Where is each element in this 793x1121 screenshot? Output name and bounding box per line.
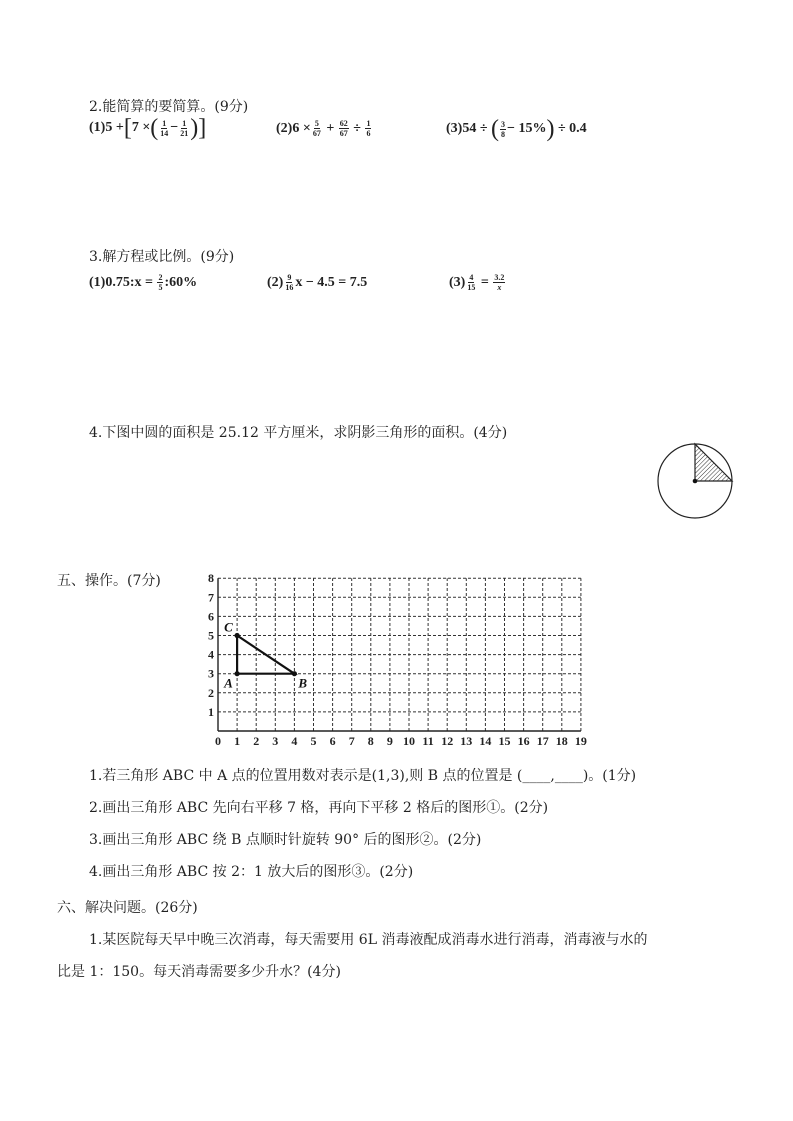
numerator: 62 bbox=[339, 119, 348, 128]
p3-label: (3)54 ÷ bbox=[446, 121, 492, 136]
x-tick-label: 18 bbox=[555, 734, 568, 748]
x-tick-label: 9 bbox=[386, 734, 393, 748]
section-6-title: 六、解决问题。(26分) bbox=[57, 900, 198, 916]
paren-left: ( bbox=[491, 116, 500, 142]
section-5-title: 五、操作。(7分) bbox=[57, 573, 161, 589]
y-tick-label: 4 bbox=[208, 647, 214, 662]
x-tick-label: 17 bbox=[536, 734, 549, 748]
minus-sign: − bbox=[170, 120, 179, 135]
p1-label: (1)0.75:x = bbox=[89, 274, 157, 290]
point-label-b: B bbox=[298, 675, 308, 691]
denominator: 21 bbox=[180, 128, 189, 138]
y-tick-label: 8 bbox=[208, 571, 214, 586]
point-label-a: A bbox=[224, 675, 233, 691]
fraction bbox=[284, 273, 294, 292]
plus-sign: + bbox=[322, 120, 338, 136]
x-tick-label: 0 bbox=[215, 734, 221, 748]
y-tick-label: 7 bbox=[208, 590, 214, 605]
x-tick-label: 11 bbox=[422, 734, 434, 748]
numerator: 3 bbox=[501, 119, 506, 129]
denominator: 14 bbox=[160, 128, 169, 138]
coordinate-grid bbox=[200, 571, 590, 748]
circle-figure bbox=[655, 441, 737, 521]
y-tick-label: 5 bbox=[208, 628, 214, 643]
fraction bbox=[339, 119, 349, 138]
x-tick-label: 19 bbox=[574, 734, 587, 748]
numerator: 5 bbox=[314, 119, 319, 128]
x-tick-label: 10 bbox=[403, 734, 415, 748]
numerator: 1 bbox=[182, 118, 187, 128]
denominator: 5 bbox=[158, 283, 163, 292]
numerator: 2 bbox=[158, 273, 163, 282]
x-tick-label: 5 bbox=[310, 734, 317, 748]
fraction bbox=[493, 273, 505, 292]
q2-title: 2.能简算的要简算。(9分) bbox=[89, 99, 249, 115]
paren-right: ) bbox=[190, 115, 199, 141]
denominator: 8 bbox=[501, 129, 506, 139]
denominator: 16 bbox=[285, 283, 294, 292]
denominator: 67 bbox=[339, 129, 348, 138]
p1-label: (1)5 + bbox=[89, 120, 124, 135]
section-5-item-4: 4.画出三角形 ABC 按 2：1 放大后的图形③。(2分) bbox=[89, 864, 414, 880]
x-tick-label: 6 bbox=[329, 734, 336, 748]
point-a bbox=[235, 671, 240, 676]
q3-title: 3.解方程或比例。(9分) bbox=[89, 249, 235, 265]
y-tick-label: 1 bbox=[208, 704, 214, 719]
point-c bbox=[235, 633, 240, 638]
section-5-item-2: 2.画出三角形 ABC 先向右平移 7 格，再向下平移 2 格后的图形①。(2分) bbox=[89, 800, 549, 816]
x-tick-label: 3 bbox=[272, 734, 279, 748]
fraction bbox=[157, 273, 163, 292]
p3-tail: ÷ 0.4 bbox=[554, 121, 587, 136]
q2-problem-1 bbox=[89, 115, 207, 141]
numerator: 3.2 bbox=[494, 273, 505, 282]
p3-term: − 15% bbox=[507, 121, 547, 136]
fraction bbox=[159, 119, 169, 138]
x-tick-label: 2 bbox=[253, 734, 260, 748]
p2-tail: x − 4.5 = 7.5 bbox=[295, 274, 368, 290]
q3-problem-1 bbox=[89, 273, 197, 292]
denominator: 6 bbox=[366, 129, 371, 138]
fraction bbox=[365, 119, 371, 138]
q3-problem-2 bbox=[267, 273, 367, 292]
x-tick-label: 12 bbox=[441, 734, 454, 748]
center-dot bbox=[693, 479, 698, 484]
x-tick-label: 4 bbox=[291, 734, 298, 748]
x-tick-label: 13 bbox=[460, 734, 473, 748]
section-6-q1-line-2: 比是 1：150。每天消毒需要多少升水？(4分) bbox=[57, 964, 341, 980]
p1-tail: :60% bbox=[164, 274, 198, 290]
q4-title: 4.下图中圆的面积是 25.12 平方厘米，求阴影三角形的面积。(4分) bbox=[89, 425, 508, 441]
p2-label: (2)6 × bbox=[276, 120, 311, 136]
q3-problem-3 bbox=[449, 273, 506, 292]
p1-term: 7 × bbox=[131, 120, 151, 135]
x-tick-label: 8 bbox=[367, 734, 374, 748]
divide-sign: ÷ bbox=[349, 120, 365, 136]
point-label-c: C bbox=[224, 619, 233, 635]
paren-left: ( bbox=[150, 115, 159, 141]
denominator: 67 bbox=[312, 129, 321, 138]
p3-label: (3) bbox=[449, 274, 466, 290]
numerator: 4 bbox=[469, 273, 474, 282]
denominator: 15 bbox=[467, 283, 476, 292]
y-tick-label: 3 bbox=[208, 666, 214, 681]
y-tick-label: 2 bbox=[208, 685, 214, 700]
x-tick-label: 7 bbox=[348, 734, 355, 748]
bracket-right: ] bbox=[198, 115, 207, 141]
bracket-left: [ bbox=[123, 115, 132, 141]
fraction bbox=[179, 119, 189, 138]
section-5-item-1: 1.若三角形 ABC 中 A 点的位置用数对表示是(1,3),则 B 点的位置是 (____,____)。(1分) bbox=[89, 768, 637, 784]
fraction bbox=[500, 120, 506, 139]
point-b bbox=[292, 671, 297, 676]
fraction bbox=[312, 119, 322, 138]
denominator: x bbox=[497, 283, 502, 292]
numerator: 9 bbox=[287, 273, 292, 282]
x-tick-label: 14 bbox=[479, 734, 492, 748]
x-tick-label: 16 bbox=[517, 734, 530, 748]
fraction bbox=[466, 273, 476, 292]
paren-right: ) bbox=[546, 116, 555, 142]
q2-problem-2 bbox=[276, 119, 372, 138]
section-6-q1-line-1: 1.某医院每天早中晚三次消毒，每天需要用 6L 消毒液配成消毒水进行消毒，消毒液与水的 bbox=[89, 932, 648, 948]
q2-problem-3 bbox=[446, 116, 587, 142]
x-tick-label: 15 bbox=[498, 734, 511, 748]
equals-sign: = bbox=[477, 274, 493, 290]
x-tick-label: 1 bbox=[234, 734, 241, 748]
numerator: 1 bbox=[366, 119, 371, 128]
section-5-item-3: 3.画出三角形 ABC 绕 B 点顺时针旋转 90° 后的图形②。(2分) bbox=[89, 832, 482, 848]
numerator: 1 bbox=[162, 118, 167, 128]
p2-label: (2) bbox=[267, 274, 284, 290]
y-tick-label: 6 bbox=[208, 609, 214, 624]
